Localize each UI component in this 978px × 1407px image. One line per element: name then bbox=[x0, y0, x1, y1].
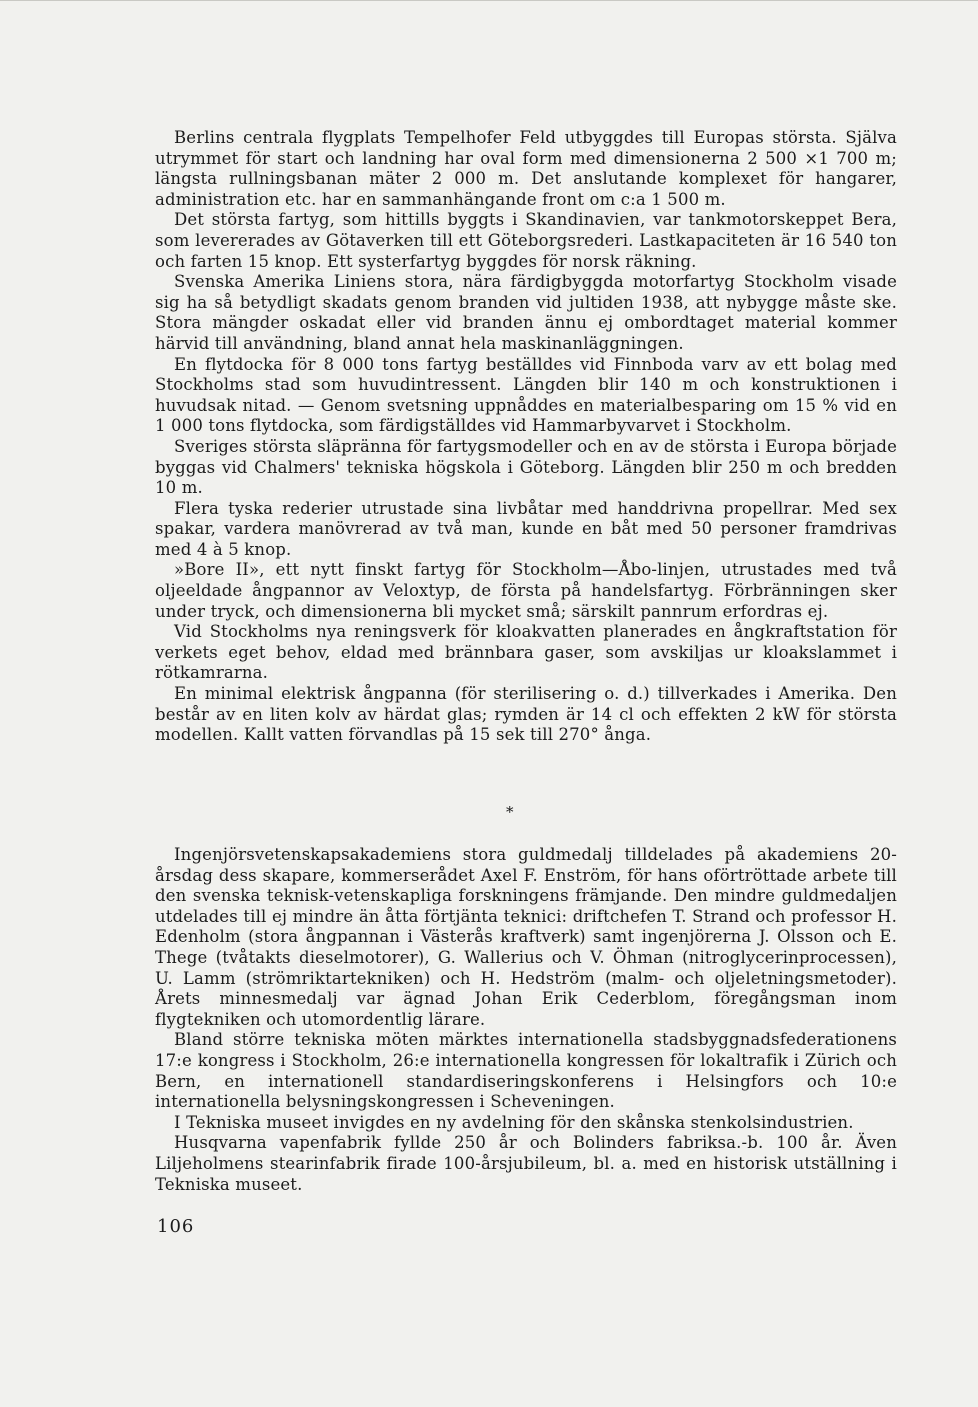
paragraph: En flytdocka för 8 000 tons fartyg beställdes vid Finnboda varv av ett bolag med Stockholms stad som huvudintressent. Längden blir 140 m och konstruktionen i huvudsak nitad. — Genom svetsning uppnåddes en materialbesparing om 15 % vid en 1 000 tons flytdocka, som färdigställdes vid Hammarbyvarvet i Stockholm. bbox=[155, 354, 897, 436]
paragraph: En minimal elektrisk ångpanna (för sterilisering o. d.) tillverkades i Amerika. Den består av en liten kolv av härdat glas; rymden är 14 cl och effekten 2 kW för största modellen. Kallt vatten förvandlas på 15 sek till 270° ånga. bbox=[155, 684, 897, 745]
page-top-edge bbox=[0, 0, 978, 7]
news-section bbox=[155, 128, 897, 746]
paragraph: Berlins centrala flygplats Tempelhofer Feld utbyggdes till Europas största. Själva utrymmet för start och landning har oval form med dimensionerna 2 500 ×1 700 m; längsta rullningsbanan mäter 2 000 m. Det anslutande komplexet för hangarer, administration etc. har en sammanhängande front om c:a 1 500 m. bbox=[155, 128, 897, 209]
paragraph: Det största fartyg, som hittills byggts i Skandinavien, var tankmotorskeppet Bera, som levererades av Götaverken till ett Göteborgsrederi. Lastkapaciteten är 16 540 ton och farten 15 knop. Ett systerfartyg byggdes för norsk räkning. bbox=[155, 210, 897, 271]
paragraph: Husqvarna vapenfabrik fyllde 250 år och Bolinders fabriksa.-b. 100 år. Även Liljeholmens stearinfabrik firade 100-årsjubileum, bl. a. med en historisk utställning i Tekniska museet. bbox=[155, 1133, 897, 1194]
paragraph: Vid Stockholms nya reningsverk för kloakvatten planerades en ångkraftstation för verkets eget behov, eldad med brännbara gaser, som avskiljas ur kloakslammet i rötkamrarna. bbox=[155, 622, 897, 683]
paragraph: »Bore II», ett nytt finskt fartyg för Stockholm—Åbo-linjen, utrustades med två oljeeldade ångpannor av Veloxtyp, de första på handelsfartyg. Förbränningen sker under tryck, och dimensionerna bli mycket små; särskilt pannrum erfordras ej. bbox=[155, 560, 897, 621]
paragraph: Sveriges största släpränna för fartygsmodeller och en av de största i Europa började byggas vid Chalmers' tekniska högskola i Göteborg. Längden blir 250 m och bredden 10 m. bbox=[155, 436, 897, 498]
paragraph: Ingenjörsvetenskapsakademiens stora guldmedalj tilldelades på akademiens 20-årsdag dess skapare, kommerserådet Axel F. Enström, för hans oförtröttade arbete till den svenska teknisk-vetenskapliga forskningens främjande. Den mindre guldmedaljen utdelades till ej mindre än åtta förtjänta teknici: driftchefen T. Strand och professor H. Edenholm (stora ångpannan i Västerås kraftverk) samt ingenjörerna J. Olsson och E. Thege (tvåtakts dieselmotorer), G. Wallerius och V. Öhman (nitroglycerinprocessen), U. Lamm (strömriktartekniken) och H. Hedström (malm- och oljeletningsmetoder). Årets minnesmedalj var ägnad Johan Erik Cederblom, föregångsman inom flygtekniken och utomordentlig lärare. bbox=[155, 845, 897, 1029]
section-separator: * bbox=[506, 803, 514, 821]
page-number: 106 bbox=[157, 1216, 195, 1237]
paragraph: Bland större tekniska möten märktes internationella stadsbyggnadsfederationens 17:e kongress i Stockholm, 26:e internationella kongressen för lokaltrafik i Zürich och Bern, en internationell standardiseringskonferens i Helsingfors och 10:e internationella belysningskongressen i Scheveningen. bbox=[155, 1030, 897, 1112]
awards-section bbox=[155, 845, 897, 1195]
paragraph: Flera tyska rederier utrustade sina livbåtar med handdrivna propellrar. Med sex spakar, vardera manövrerad av två man, kunde en båt med 50 personer framdrivas med 4 à 5 knop. bbox=[155, 498, 897, 559]
paragraph: I Tekniska museet invigdes en ny avdelning för den skånska stenkolsindustrien. bbox=[174, 1112, 854, 1132]
paragraph: Svenska Amerika Liniens stora, nära färdigbyggda motorfartyg Stockholm visade sig ha så betydligt skadats genom branden vid jultiden 1938, att nybygge måste ske. Stora mängder oskadat eller vid branden ännu ej ombordtaget material kommer härvid till användning, bland annat hela maskinanläggningen. bbox=[155, 272, 897, 353]
